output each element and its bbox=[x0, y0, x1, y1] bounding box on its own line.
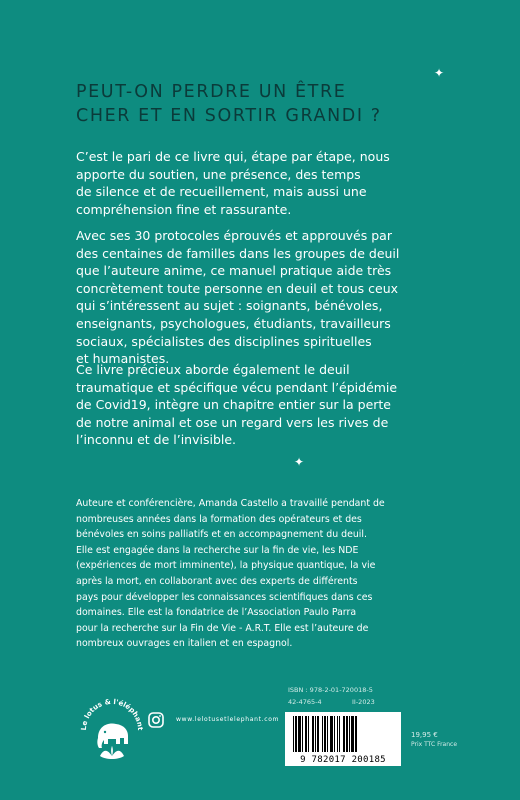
bio-line: Auteure et conférencière, Amanda Castello a travaillé pendant de bbox=[76, 498, 385, 509]
lotus-elephant-logo bbox=[78, 690, 146, 768]
star-icon: ✦ bbox=[434, 66, 445, 80]
text-line: de notre animal et ose un regard vers les rives de bbox=[76, 414, 389, 430]
title-line: PEUT-ON PERDRE UN ÊTRE bbox=[76, 82, 347, 102]
text-line: que l’auteure anime, ce manuel pratique aide très bbox=[76, 263, 392, 279]
price-label: Prix TTC France bbox=[411, 741, 458, 748]
bio-line: pour la recherche sur la Fin de Vie - A.R.T. Elle est l’auteure de bbox=[76, 622, 369, 634]
title-line: CHER ET EN SORTIR GRANDI ? bbox=[76, 106, 382, 126]
text-line: Avec ses 30 protocoles éprouvés et approuvés par bbox=[76, 228, 392, 243]
text-line: l’inconnu et de l’invisible. bbox=[76, 432, 237, 448]
isbn-text: ISBN : 978-2-01-720018-5 bbox=[288, 686, 373, 694]
bio-line: pays pour développer les connaissances scientifiques dans ces bbox=[76, 591, 373, 603]
bio-line: (expériences de mort imminente), la physique quantique, la vie bbox=[76, 560, 376, 572]
instagram-icon[interactable] bbox=[148, 712, 164, 728]
author-bio bbox=[76, 496, 496, 652]
bio-line: nombreuses années dans la formation des opérateurs et des bbox=[76, 513, 362, 525]
star-icon: ✦ bbox=[294, 455, 305, 469]
text-line: qui s’intéressent au sujet : soignants, bénévoles, bbox=[76, 298, 383, 314]
content-paragraph bbox=[76, 361, 496, 449]
barcode-number: 9 782017 200185 bbox=[300, 755, 386, 765]
edition-date: II-2023 bbox=[352, 698, 375, 706]
barcode-bars bbox=[285, 712, 401, 754]
bio-line: Elle est engagée dans la recherche sur la fin de vie, les NDE bbox=[76, 544, 359, 556]
text-line: enseignants, psychologues, étudiants, travailleurs bbox=[76, 315, 391, 331]
text-line: Ce livre précieux aborde également le deuil bbox=[76, 362, 350, 377]
price: 19,95 € bbox=[411, 731, 438, 739]
back-cover-title bbox=[76, 80, 456, 128]
text-line: et humanistes. bbox=[76, 351, 170, 367]
protocols-paragraph bbox=[76, 227, 496, 368]
product-code: 42-4765-4 bbox=[288, 698, 322, 706]
text-line: traumatique et spécifique vécu pendant l’épidémie bbox=[76, 379, 398, 395]
barcode bbox=[285, 712, 401, 766]
text-line: concrètement toute personne en deuil et tous ceux bbox=[76, 280, 399, 296]
text-line: sociaux, spécialistes des disciplines spirituelles bbox=[76, 333, 372, 349]
text-line: apporte du soutien, une présence, des temps bbox=[76, 166, 361, 182]
text-line: de silence et de recueillement, mais aussi une bbox=[76, 184, 367, 200]
svg-text:Le lotus & l'éléphant: Le lotus & l'éléphant bbox=[79, 697, 145, 731]
text-line: compréhension fine et rassurante. bbox=[76, 201, 292, 217]
text-line: C’est le pari de ce livre qui, étape par étape, nous bbox=[76, 149, 390, 164]
bio-line: nombreux ouvrages en italien et en espagnol. bbox=[76, 638, 293, 650]
intro-paragraph bbox=[76, 148, 496, 218]
text-line: des centaines de familles dans les groupes de deuil bbox=[76, 245, 400, 261]
bio-line: domaines. Elle est la fondatrice de l’Association Paulo Parra bbox=[76, 607, 357, 619]
bio-line: bénévoles en soins palliatifs et en accompagnement du deuil. bbox=[76, 529, 367, 541]
text-line: de Covid19, intègre un chapitre entier sur la perte bbox=[76, 397, 391, 413]
bio-line: après la mort, en collaborant avec des experts de différents bbox=[76, 575, 358, 587]
publisher-website-link[interactable]: www.lelotusetlelephant.com bbox=[176, 716, 280, 723]
